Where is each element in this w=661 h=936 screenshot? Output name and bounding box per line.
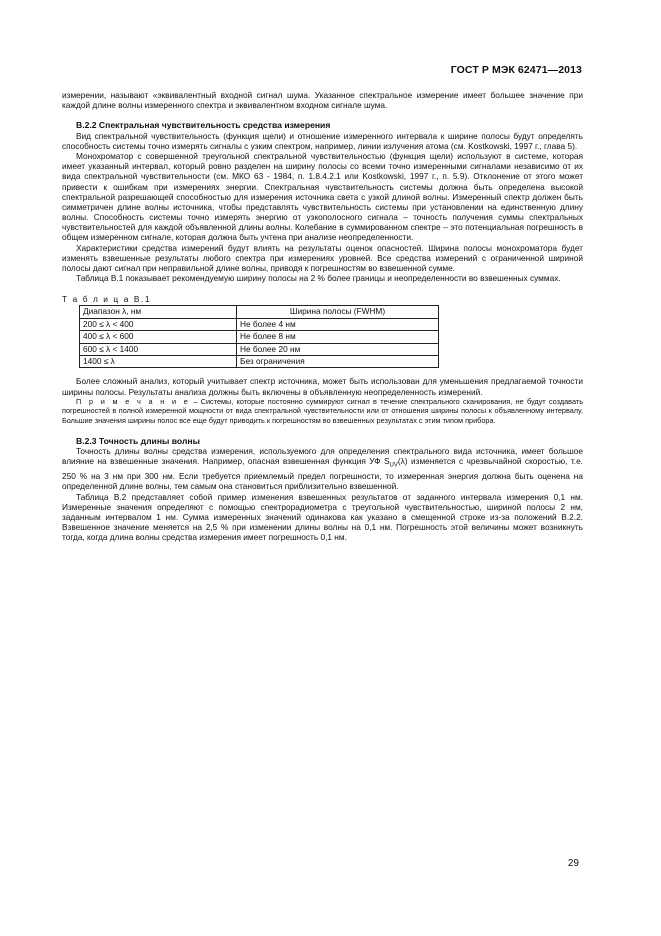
table-row — [80, 331, 439, 343]
paragraph: Характеристики средства измерений будут влиять на результаты оценок опасностей. Ширина полосы монохроматора будет изменять взвешенные результаты любого спектра при измерениях уровней. Все средства измерений с ограниченной шириной полосы дают сигнал при неправильной длине волны, приводя к погрешностям во взвешенной сумме. — [62, 242, 583, 273]
table-header-row — [80, 306, 439, 318]
page-number: 29 — [567, 858, 579, 869]
intro-paragraph: измерении, называют «эквивалентный входной сигнал шума. Указанное спектральное измерение имеет большее значение при каждой длине волны измеренного спектра и эквивалентном входном сигнале шума. — [62, 90, 583, 111]
text-run: Точность длины волны средства измерения, используемого для определения спектрального вида источника, имеет большое влияние на взвешенные значения. Например, опасная взвешенная функция УФ S — [62, 446, 583, 467]
paragraph: Таблица В.2 представляет собой пример изменения взвешенных результатов от заданного интервала измерения 0,1 нм. Измеренные значения определяют с помощью спектрорадиометра с треугольной чувствительностью, шириной полосы 2 нм, заданным интервалом 1 нм. Сумма измеренных значений одинакова как указано в смещенной строке из-за положений В.2.2. Взвешенное значение меняется на 2,5 % при изменении длины волны на 0,1 нм. Погрешность этой величины может возникнуть тогда, когда длина волны средства измерения имеет погрешность 0,1 нм. — [62, 491, 583, 543]
paragraph: Более сложный анализ, который учитывает спектр источника, может быть использован для уменьшения предлагаемой точности ширины полосы. Результаты анализа должны быть включены в объявленную неопределенность измерений. — [62, 376, 583, 397]
table-header-width: Ширина полосы (FWHM) — [237, 306, 439, 318]
table-cell-width: Без ограничения — [237, 355, 439, 367]
table-cell-width: Не более 8 нм — [237, 331, 439, 343]
table-row — [80, 355, 439, 367]
table-cell-width: Не более 4 нм — [237, 318, 439, 330]
table-cell-range: 400 ≤ λ < 600 — [80, 331, 237, 343]
note-text: – Системы, которые постоянно суммируют сигнал в течение спектрального сканирования, не будут создавать погрешностей в полной измеренной мощности от вида спектральной чувствительности или от отношения ширины полосы к объявленному интервалу. Большие значения ширины полос все еще будут приводить к погрешностям во взвешенных результатах с этим типом прибора. — [62, 396, 583, 426]
note-paragraph — [62, 397, 583, 426]
subscript: UV — [389, 463, 398, 470]
table-cell-range: 1400 ≤ λ — [80, 355, 237, 367]
text-run: (λ) изменяется с чрезвычайной скоростью, т.е. 250 % на 3 нм при 300 нм. Если требуется приемлемый предел погрешности, то измеренная энергия должна быть оценена на определенной длине волны, тем самым она становиться приблизительно взвешенной. — [62, 456, 583, 492]
paragraph: Таблица В.1 показывает рекомендуемую ширину полосы на 2 % более границы и неопределенности во взвешенных суммах. — [76, 273, 561, 283]
paragraph — [62, 446, 583, 491]
paragraph: Монохроматор с совершенной треугольной спектральной чувствительностью (функция щели) используют в системе, которая имеет указанный интервал, который ровно разделен на ширину полосы со всеми точно измеренными сигналами независимо от их вида спектральной чувствительности (см. МКО 63 - 1984, п. 1.8.4.2.1 или Kostkowski, 1997 г., п. 5.9). Отклонение от этого может привести к ошибкам при измерениях энергии. Спектральная чувствительность системы должна быть определена высокой спектральной разрешающей способностью для измерения источника света с узкой длиной волны. Измеренный спектр должен быть симметричен длине волны источника, чтобы представлять чувствительность системы при установлении на единственную длину волны. Способность системы точно измерять энергию от узкополосного сигнала – точность получения суммы спектральных чувствительностей для каждой объявленной длины волны. Колебание в суммированном спектре – это потенциальная погрешность в общем измеренном сигнале, которая должна быть учтена при анализе неопределенности. — [62, 151, 583, 243]
table-cell-range: 200 ≤ λ < 400 — [80, 318, 237, 330]
table-caption: Т а б л и ц а В.1 — [62, 294, 152, 305]
table-row — [80, 318, 439, 330]
paragraph: Вид спектральной чувствительность (функция щели) и отношение измеренного интервала к ширине полосы будут определять способность системы точно измерять сигналы с узким спектром, например, линии излучения атома (см. Kostkowski, 1997 г., глава 5). — [62, 130, 583, 151]
table-cell-width: Не более 20 нм — [237, 343, 439, 355]
table-cell-range: 600 ≤ λ < 1400 — [80, 343, 237, 355]
section-heading-b22: В.2.2 Спектральная чувствительность средства измерения — [76, 120, 331, 131]
table-row — [80, 343, 439, 355]
page-content — [62, 90, 583, 542]
bandwidth-table — [79, 305, 439, 368]
note-label: П р и м е ч а н и е — [76, 396, 191, 406]
section-heading-b23: В.2.3 Точность длины волны — [76, 435, 200, 446]
table-header-range: Диапазон λ, нм — [80, 306, 237, 318]
document-header: ГОСТ Р МЭК 62471—2013 — [450, 64, 582, 76]
